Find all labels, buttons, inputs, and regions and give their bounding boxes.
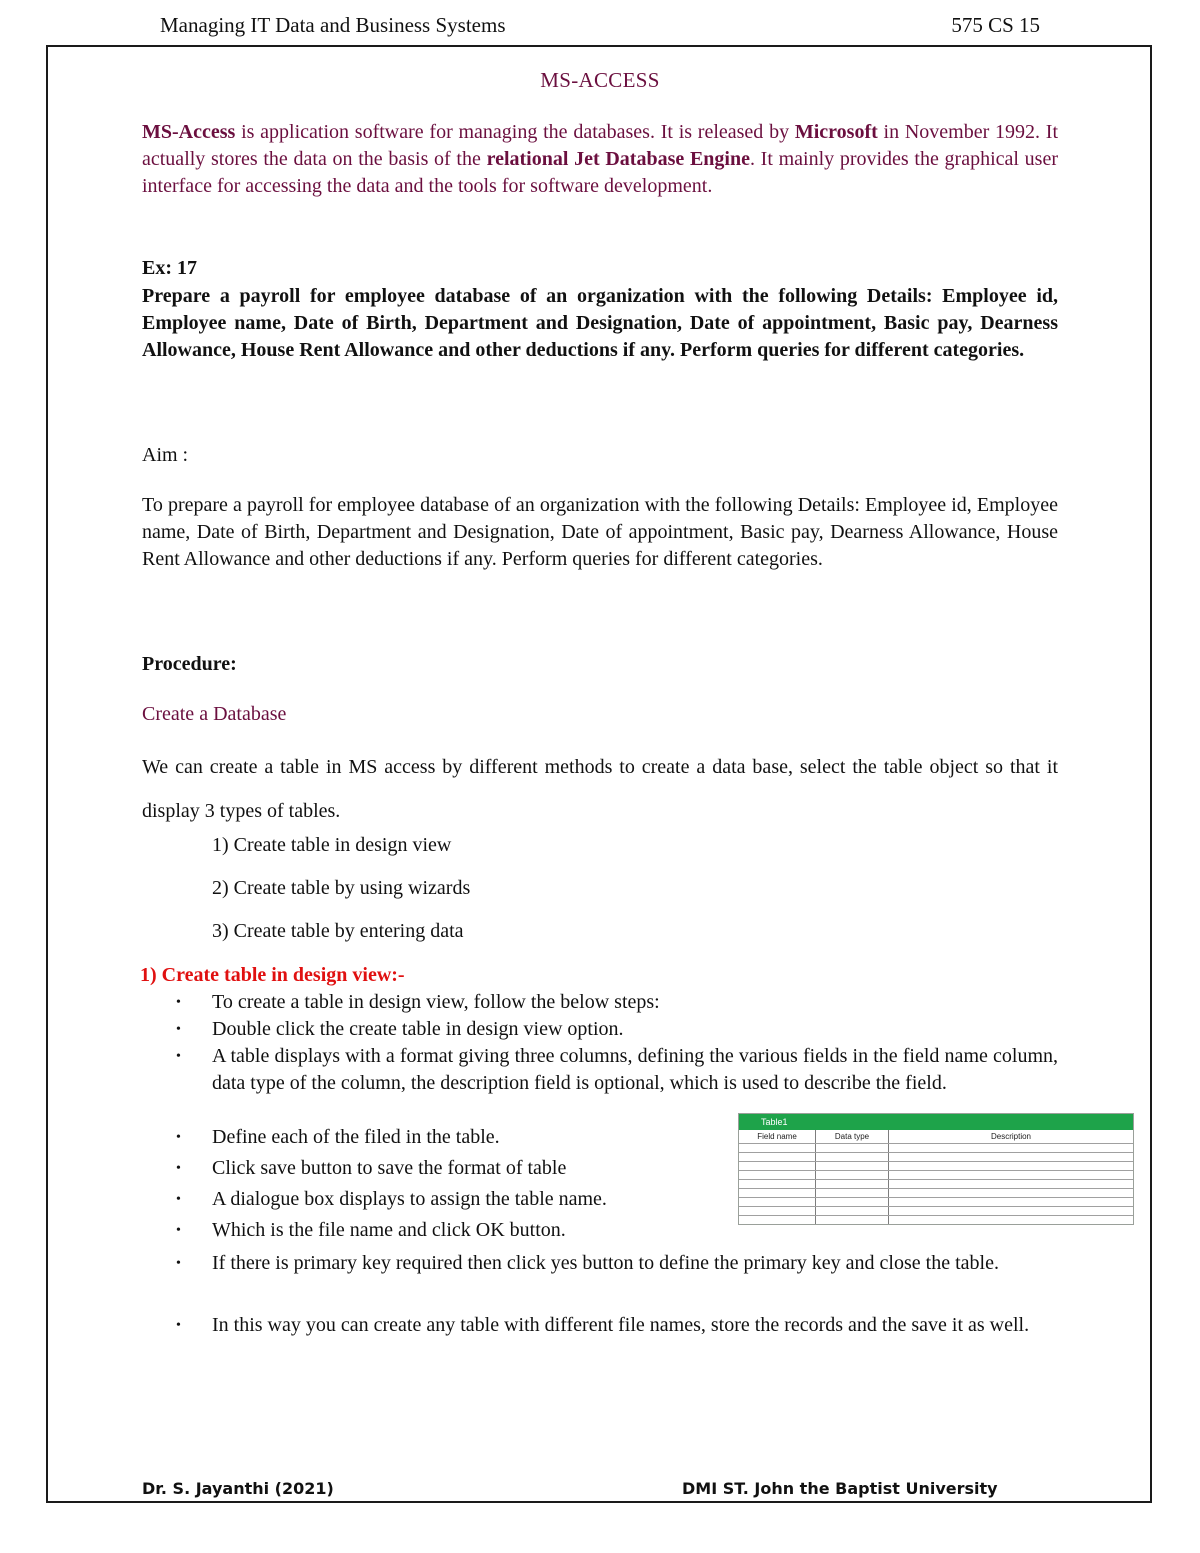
table-row-line bbox=[739, 1143, 1133, 1144]
course-code: 575 CS 15 bbox=[951, 13, 1040, 37]
intro-text-1: is application software for managing the databases. It is released by bbox=[235, 121, 795, 143]
intro-text-2: in November 1992. It actually stores the data on the basis of the bbox=[142, 121, 1058, 170]
intro-engine: relational Jet Database Engine bbox=[486, 148, 750, 170]
page-title: MS-ACCESS bbox=[540, 68, 660, 92]
table-row-line bbox=[739, 1179, 1133, 1180]
column-header-field-name: Field name bbox=[757, 1132, 797, 1141]
step-text: Which is the file name and click OK button. bbox=[212, 1219, 566, 1241]
bullet-icon: • bbox=[176, 1022, 181, 1037]
table-divider bbox=[888, 1130, 889, 1224]
step-text: Double click the create table in design view option. bbox=[212, 1018, 624, 1040]
intro-paragraph bbox=[142, 119, 1058, 200]
methods-text: We can create a table in MS access by different methods to create a data base, select the table object so that it display 3 types of tables. bbox=[142, 756, 1058, 822]
column-header-data-type: Data type bbox=[834, 1132, 870, 1141]
step-text: Define each of the filed in the table. bbox=[212, 1126, 500, 1148]
table-row-line bbox=[739, 1188, 1133, 1189]
step-text: If there is primary key required then click yes button to define the primary key and close the table. bbox=[212, 1252, 999, 1274]
footer-institution: DMI ST. John the Baptist University bbox=[682, 1479, 998, 1498]
table-tab-label: Table1 bbox=[761, 1117, 788, 1127]
procedure-label: Procedure: bbox=[142, 653, 237, 675]
bullet-icon: • bbox=[176, 1192, 181, 1207]
bullet-icon: • bbox=[176, 1318, 181, 1333]
bullet-icon: • bbox=[176, 1256, 181, 1271]
table-row-line bbox=[739, 1215, 1133, 1216]
aim-label: Aim : bbox=[142, 444, 189, 466]
table-row-line bbox=[739, 1161, 1133, 1162]
exercise-number: Ex: 17 bbox=[142, 257, 197, 279]
exercise-task: Prepare a payroll for employee database of an organization with the following Details: Employee id, Employee name, Date of Birth, Department and Designation, Date of appointment, Basic pay, Dearness Allowance, House Rent Allowance and other deductions if any. Perform queries for different categories. bbox=[142, 285, 1058, 361]
column-header-description: Description bbox=[990, 1132, 1031, 1141]
course-title: Managing IT Data and Business Systems bbox=[160, 13, 506, 37]
method-item: 2) Create table by using wizards bbox=[212, 877, 471, 899]
bullet-icon: • bbox=[176, 1049, 181, 1064]
table-divider bbox=[815, 1130, 816, 1224]
step-text: A dialogue box displays to assign the table name. bbox=[212, 1188, 607, 1210]
create-database-subheading: Create a Database bbox=[142, 703, 287, 725]
footer-author: Dr. S. Jayanthi (2021) bbox=[142, 1479, 334, 1498]
design-view-heading: 1) Create table in design view:- bbox=[140, 964, 405, 986]
intro-term: MS-Access bbox=[142, 121, 236, 143]
step-text: In this way you can create any table with different file names, store the records and the save it as well. bbox=[212, 1314, 1030, 1336]
table-row-line bbox=[739, 1170, 1133, 1171]
step-text: To create a table in design view, follow the below steps: bbox=[212, 991, 660, 1013]
table-row-line bbox=[739, 1152, 1133, 1153]
method-item: 3) Create table by entering data bbox=[212, 920, 464, 942]
method-item: 1) Create table in design view bbox=[212, 834, 452, 856]
table-row-line bbox=[739, 1197, 1133, 1198]
aim-text: To prepare a payroll for employee database of an organization with the following Details: Employee id, Employee name, Date of Birth, Department and Designation, Date of appointment, Basic pay, Dearness Allowance, House Rent Allowance and other deductions if any. Perform queries for different categories. bbox=[142, 494, 1058, 570]
intro-text-3: . It mainly provides the graphical user interface for accessing the data and the tools for software development. bbox=[142, 148, 1058, 197]
table-design-figure bbox=[738, 1113, 1134, 1225]
bullet-icon: • bbox=[176, 1223, 181, 1238]
table-tab-bar bbox=[739, 1114, 1133, 1130]
intro-company: Microsoft bbox=[794, 121, 878, 143]
step-text: Click save button to save the format of table bbox=[212, 1157, 567, 1179]
bullet-icon: • bbox=[176, 995, 181, 1010]
table-row-line bbox=[739, 1206, 1133, 1207]
page-header bbox=[160, 10, 1040, 44]
bullet-icon: • bbox=[176, 1161, 181, 1176]
bullet-icon: • bbox=[176, 1130, 181, 1145]
step-text: A table displays with a format giving three columns, defining the various fields in the field name column, data type of the column, the description field is optional, which is used to describe the field. bbox=[212, 1045, 1058, 1094]
